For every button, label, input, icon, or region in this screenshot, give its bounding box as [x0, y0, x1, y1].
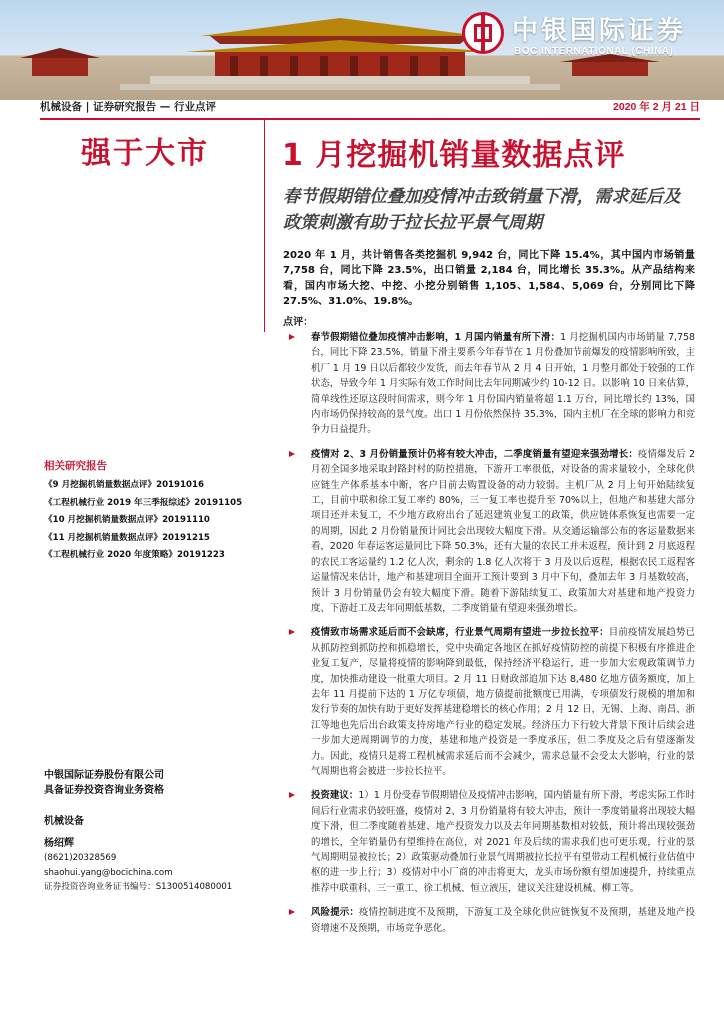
related-report-link[interactable]: 《工程机械行业 2020 年度策略》20191223 [44, 550, 225, 561]
list-item [283, 905, 695, 936]
bullet-lead: 春节假期错位叠加疫情冲击影响，1 月国内销量有所下滑： [311, 332, 561, 343]
firm-qualification: 具备证券投资咨询业务资格 [44, 785, 164, 796]
bullet-lead: 疫情对 2、3 月份销量预计仍将有较大冲击，二季度销量有望迎来强劲增长： [311, 448, 638, 460]
firm-info [44, 768, 264, 798]
bullet-lead: 疫情致市场需求延后而不会缺席，行业景气周期有望进一步拉长拉平： [311, 627, 609, 639]
report-summary: 2020 年 1 月，共计销售各类挖掘机 9,942 台，同比下降 15.4%，其中国内市场销量 7,758 台，同比下降 23.5%，出口销量 2,184 台，同比增长 35.3%。从产品结构来看，国内市场大挖、中挖、小挖分别销售 1,105、1,584、5,069 台，分别同比下降 27.5%、31.0%、19.8%。 [283, 250, 695, 308]
header-divider [40, 118, 700, 120]
list-item [283, 330, 695, 438]
company-logo [460, 10, 700, 70]
breadcrumb: 机械设备 | 证券研究报告 — 行业点评 [40, 101, 216, 113]
bullet-body: 目前疫情发展趋势已从抓防控到抓防控和抓稳增长，党中央确定各地区在抓好疫情防控的前提下积极有序推进企业复工复产，尽量将疫情的影响降到最低，保持经济平稳运行，进一步加大宏观政策调节力度，加快推动建设一批重大项目。2 月 11 日财政部追加下达 8,480 亿地方债务额度，加上去年 11 月提前下达的 1 万亿专项债，地方债提前批额度已用满，专项债发行规模的增加和发行节奏的加快有助于更好发挥基建稳增长的核心作用；2 月 12 日，无锡、上海、南昌、浙江等地也先后出台政策支持房地产行业的稳定发展。经济压力下行较大背景下预计后续会进一步加大逆周期调节的力度，基建和地产投资是一季度承压，但二季度及之后有望逐渐发力。因此，疫情只是将工程机械需求延后而不会减少，需求总量不会受太大影响，行业的景气周期也将会被进一步拉长拉平。 [311, 627, 695, 777]
list-item [283, 625, 695, 779]
firm-name: 中银国际证券股份有限公司 [44, 770, 164, 781]
bullet-body: 疫情爆发后 2 月初全国多地采取封路封村的防控措施，下游开工率很低，对设备的需求量较小，全球化供应链生产体系基本中断，客户目前去购置设备的动力较弱。主机厂从 2 月上旬开始陆续复工，目前中联和徐工复工率约 80%，三一复工率也提升至 70%以上，但地产和基建大部分项目还并未复工，不少地方政府出台了延迟建筑业复工的政策，供应链体系恢复也需要一定的周期，因此 2 月份销量预计同比会出现较大幅度下滑。从交通运输部公布的客运量数据来看，2020 年春运客运量同比下降 50.3%，还有大量的农民工并未返程，预计到 2 月底返程的农民工客运量约 1.2 亿人次，剩余的 1.8 亿人次将于 3 月及以后返程，根据农民工返程客运量情况来估计，地产和基建项目全面开工预计要到 3 月中下旬，叠加去年 3 月基数较高，预计 3 月份销量仍会有较大幅度下滑。随着下游陆续复工、政策加大对基建和地产投资力度、下游赶工及去年同期低基数，二季度销量有望迎来强劲增长。 [311, 448, 695, 614]
list-item [283, 788, 695, 896]
bullet-lead: 风险提示： [311, 907, 360, 919]
triangle-bullet-icon [289, 909, 295, 915]
comment-label: 点评： [283, 317, 314, 328]
related-report-link[interactable]: 《工程机械行业 2019 年三季报综述》20191105 [44, 497, 243, 508]
related-reports-heading: 相关研究报告 [44, 460, 107, 472]
related-report-link[interactable]: 《10 月挖掘机销量数据点评》20191110 [44, 515, 210, 526]
sector-label: 机械设备 [44, 816, 84, 827]
rating-badge: 强于大市 [81, 136, 209, 171]
list-item [283, 447, 695, 616]
related-reports [44, 458, 264, 565]
triangle-bullet-icon [289, 334, 295, 340]
report-title: 1 月挖掘机销量数据点评 [282, 138, 626, 173]
related-report-link[interactable]: 《9 月挖掘机销量数据点评》20191016 [44, 480, 204, 490]
triangle-bullet-icon [289, 451, 295, 457]
analyst-name: 杨绍辉 [44, 838, 74, 849]
bullet-lead: 投资建议： [311, 790, 359, 802]
triangle-bullet-icon [289, 629, 295, 635]
bullet-body: 1）1 月份受春节假期错位及疫情冲击影响，国内销量有所下滑，考虑实际工作时间后行业需求仍较旺盛，疫情对 2、3 月份销量将有较大冲击，预计一季度销量将出现较大幅度下滑，但二季度随着基建、地产投资发力以及去年同期基数相对较低，预计将出现较强劲的增长，全年销量仍有望维持在高位，对 2021 年及后续的需求我们也可更乐观，行业的景气周期明显被拉长；2）政策驱动叠加行业景气周期被拉长拉平有望带动工程机械行业估值中枢的进一步上行；3）疫情对中小厂商的冲击将更大，龙头市场份额有望加速提升，持续重点推荐中联重科、三一重工、徐工机械、恒立液压，建议关注建设机械、柳工等。 [311, 790, 695, 894]
bullet-body: 1 月挖掘机国内市场销量 7,758 台，同比下降 23.5%，销量下滑主要系今年春节在 1 月份叠加节前爆发的疫情影响所致，主机厂 1 月 19 日以后都较少发货，而去年春节从 2 月 4 日开始，1 月整月都处于较强的工作状态，导致今年 1 月实际有效工作时间比去年同期减少约 10-12 日。以影响 10 日来估算，简单线性还原这段时间需求，则今年 1 月份国内销量将超 1.1 万台，同比增长约 13%，国内市场仍保持较高的景气度。出口 1 月份依然保持 35.3%，国内主机厂在全球的影响力和竞争力日益提升。 [311, 332, 695, 436]
header-banner [0, 0, 724, 100]
report-date: 2020 年 2 月 21 日 [613, 101, 700, 113]
boc-logo-icon [462, 12, 504, 54]
analyst-certificate: 证券投资咨询业务证书编号：S1300514080001 [44, 881, 233, 892]
analyst-info [44, 837, 264, 894]
logo-en-text: BOC INTERNATIONAL (CHINA) [514, 46, 674, 57]
logo-cn-text: 中银国际证券 [512, 16, 687, 46]
comment-list [283, 330, 695, 945]
report-subtitle: 春节假期错位叠加疫情冲击致销量下滑，需求延后及政策刺激有助于拉长拉平景气周期 [283, 187, 681, 233]
bullet-body: 疫情控制进度不及预期，下游复工及全球化供应链恢复不及预期，基建及地产投资增速不及预期，市场竞争恶化。 [311, 907, 695, 934]
analyst-email[interactable]: shaohui.yang@bocichina.com [44, 867, 173, 878]
triangle-bullet-icon [289, 792, 295, 798]
analyst-phone: (8621)20328569 [44, 853, 117, 864]
column-divider [264, 120, 265, 332]
related-report-link[interactable]: 《11 月挖掘机销量数据点评》20191215 [44, 532, 210, 543]
